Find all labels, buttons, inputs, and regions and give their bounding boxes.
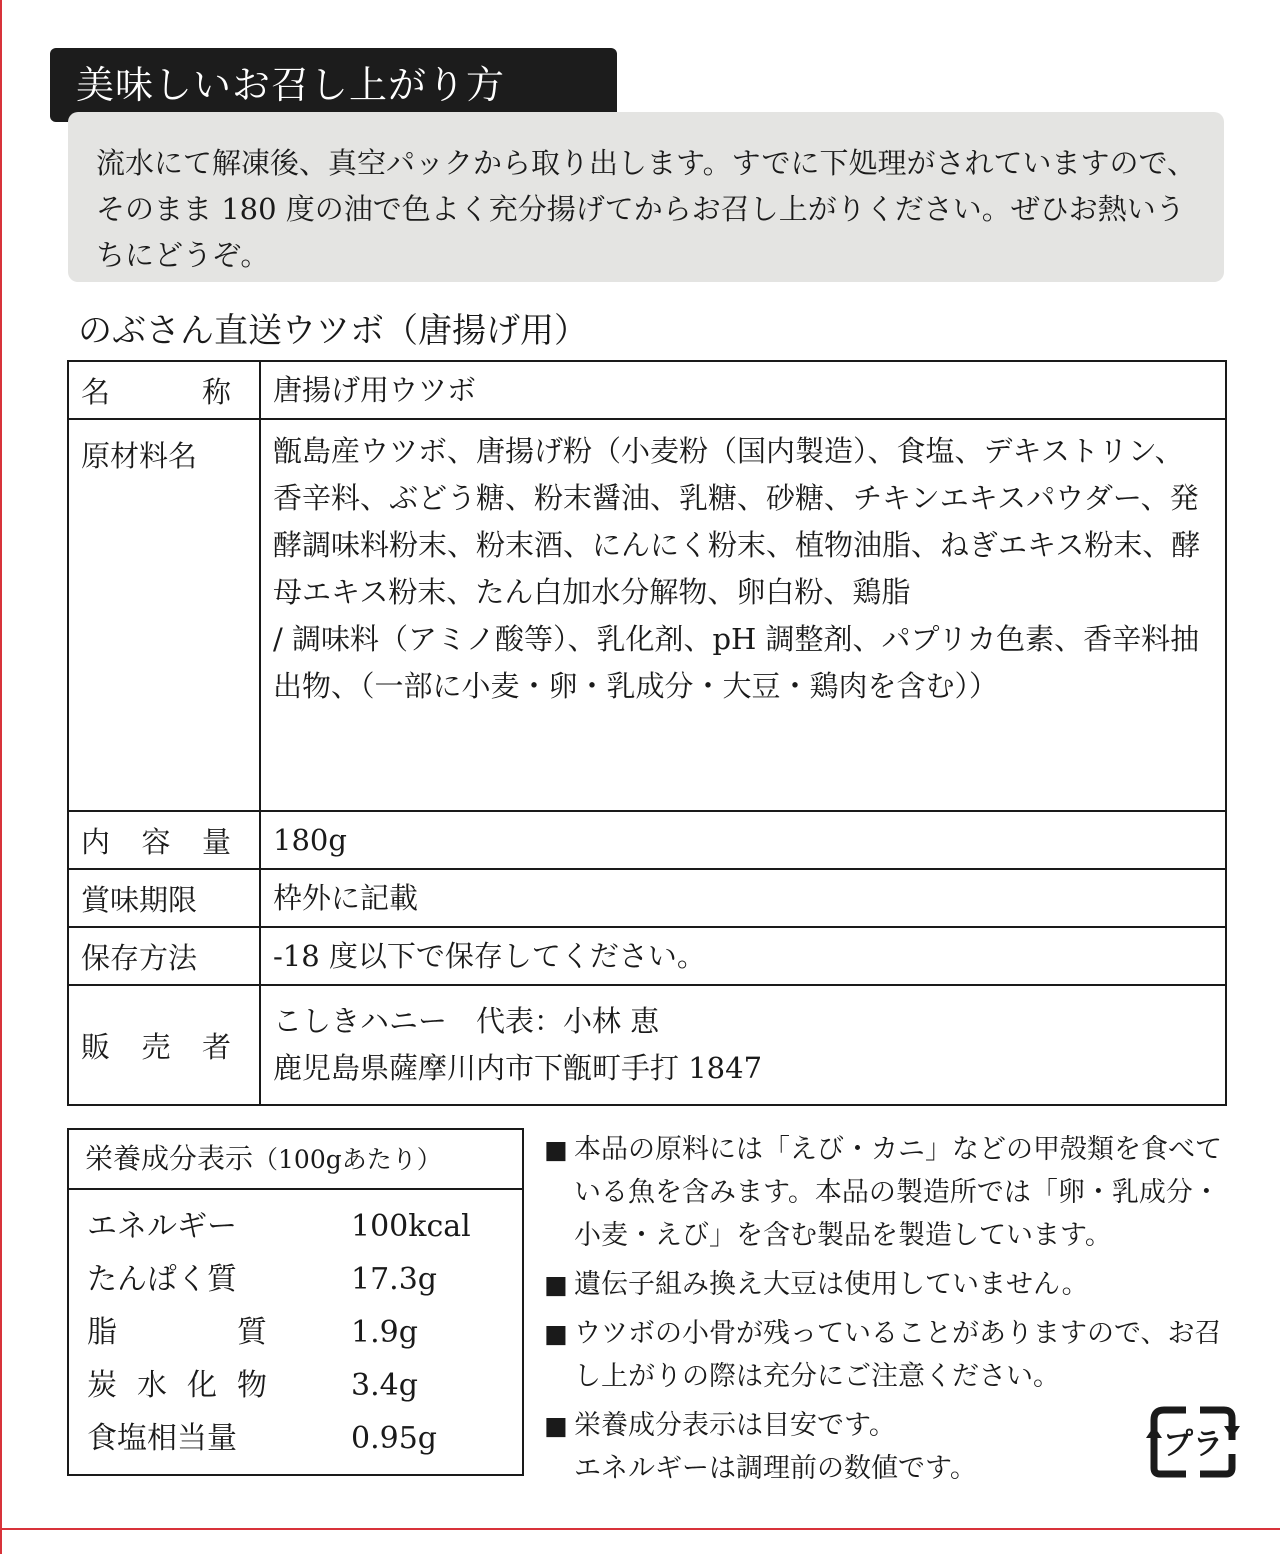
- ingredients-text-2: / 調味料（アミノ酸等）、乳化剤、pH 調整剤、パプリカ色素、香辛料抽出物、（一部に小麦・卵・乳成分・大豆・鶏肉を含む））: [273, 622, 1200, 703]
- note-item: [544, 1312, 1239, 1398]
- label-char: 者: [201, 1029, 231, 1064]
- howto-box: [68, 112, 1224, 282]
- note-item: [544, 1263, 1239, 1306]
- note-item: [544, 1128, 1239, 1257]
- label-char: 内: [81, 824, 111, 859]
- spec-value-expiry: 枠外に記載: [260, 869, 1226, 927]
- spec-label-content: [68, 811, 260, 869]
- spec-value-content: 180g: [260, 811, 1226, 869]
- recycle-mark-label: プラ: [1163, 1427, 1223, 1462]
- label-char: 容: [141, 824, 171, 859]
- nutrition-value: 100kcal: [351, 1209, 471, 1244]
- howto-heading: 美味しいお召し上がり方: [50, 48, 617, 122]
- ingredients-text-1: 甑島産ウツボ、唐揚げ粉（小麦粉（国内製造）、食塩、デキストリン、香辛料、ぶどう糖、粉末醤油、乳糖、砂糖、チキンエキスパウダー、発酵調味料粉末、粉末酒、にんにく粉末、植物油脂、ねぎエキス粉末、酵母エキス粉末、たん白加水分解物、卵白粉、鶏脂: [273, 434, 1201, 609]
- spec-row-name: [68, 361, 1226, 419]
- note-text: ウツボの小骨が残っていることがありますので、お召し上がりの際は充分にご注意ください。: [574, 1318, 1222, 1392]
- spec-value-ingredients: [260, 419, 1226, 811]
- nutrition-value: 1.9g: [351, 1315, 418, 1350]
- label-char: 量: [201, 824, 231, 859]
- spec-value-seller: [260, 985, 1226, 1105]
- nutrition-title: 栄養成分表示: [85, 1142, 254, 1175]
- spec-table: [67, 360, 1227, 1106]
- product-title: のぶさん直送ウツボ（唐揚げ用）: [78, 311, 588, 351]
- nutrition-value: 3.4g: [351, 1368, 418, 1403]
- label-char: 水: [137, 1368, 167, 1403]
- bullet-square-icon: ■: [544, 1319, 568, 1348]
- bullet-square-icon: ■: [544, 1411, 568, 1440]
- page-edge-left: [0, 0, 2, 1554]
- note-item: [544, 1404, 1239, 1490]
- notes: [544, 1128, 1239, 1496]
- spec-label-expiry: 賞味期限: [68, 869, 260, 927]
- label-char: 称: [201, 374, 231, 409]
- seller-line-1: こしきハニー 代表：小林 恵: [273, 1004, 660, 1038]
- nutrition-row: [69, 1359, 522, 1412]
- nutrition-label: [69, 1359, 351, 1412]
- label-char: 炭: [87, 1368, 117, 1403]
- nutrition-value: 0.95g: [351, 1421, 438, 1456]
- note-text-line: 栄養成分表示は目安です。: [574, 1410, 896, 1441]
- spec-label-name: [68, 361, 260, 419]
- nutrition-label: たんぱく質: [87, 1262, 237, 1297]
- seller-line-2: 鹿児島県薩摩川内市下甑町手打 1847: [273, 1051, 763, 1085]
- nutrition-box: [67, 1128, 524, 1476]
- nutrition-row: [69, 1200, 522, 1253]
- spec-label-seller: [68, 985, 260, 1105]
- spec-label-storage: 保存方法: [68, 927, 260, 985]
- label-char: 名: [81, 374, 111, 409]
- label-char: 売: [141, 1029, 171, 1064]
- note-text: 本品の原料には「えび・カニ」などの甲殻類を食べている魚を含みます。本品の製造所では「卵・乳成分・小麦・えび」を含む製品を製造しています。: [574, 1134, 1222, 1251]
- spec-row-content: [68, 811, 1226, 869]
- plastic-recycle-icon: [1146, 1398, 1240, 1480]
- nutrition-row: [69, 1412, 522, 1465]
- nutrition-label: エネルギー: [87, 1209, 237, 1244]
- bullet-square-icon: ■: [544, 1270, 568, 1299]
- label-char: 物: [237, 1368, 267, 1403]
- nutrition-label: 食塩相当量: [87, 1421, 237, 1456]
- nutrition-label: [69, 1306, 351, 1359]
- nutrition-row: [69, 1253, 522, 1306]
- howto-body: 流水にて解凍後、真空パックから取り出します。すでに下処理がされていますので、そのまま 180 度の油で色よく充分揚げてからお召し上がりください。ぜひお熱いうちにどうぞ。: [96, 146, 1196, 272]
- note-text-line: エネルギーは調理前の数値です。: [574, 1453, 977, 1484]
- label-char: 販: [81, 1029, 111, 1064]
- spec-label-ingredients: 原材料名: [68, 419, 260, 811]
- spec-value-name: 唐揚げ用ウツボ: [260, 361, 1226, 419]
- spec-value-storage: -18 度以下で保存してください。: [260, 927, 1226, 985]
- label-char: 質: [237, 1315, 267, 1350]
- label-char: 化: [187, 1368, 217, 1403]
- nutrition-per: （100gあたり）: [253, 1145, 442, 1174]
- bullet-square-icon: ■: [544, 1135, 568, 1164]
- spec-row-storage: [68, 927, 1226, 985]
- label-char: 脂: [87, 1315, 117, 1350]
- spec-row-ingredients: [68, 419, 1226, 811]
- page-edge-bottom: [0, 1528, 1280, 1530]
- spec-row-expiry: [68, 869, 1226, 927]
- note-text: 遺伝子組み換え大豆は使用していません。: [574, 1269, 1089, 1300]
- nutrition-value: 17.3g: [351, 1262, 438, 1297]
- note-text: [574, 1404, 1239, 1490]
- nutrition-row: [69, 1306, 522, 1359]
- nutrition-header: [69, 1130, 522, 1190]
- spec-row-seller: [68, 985, 1226, 1105]
